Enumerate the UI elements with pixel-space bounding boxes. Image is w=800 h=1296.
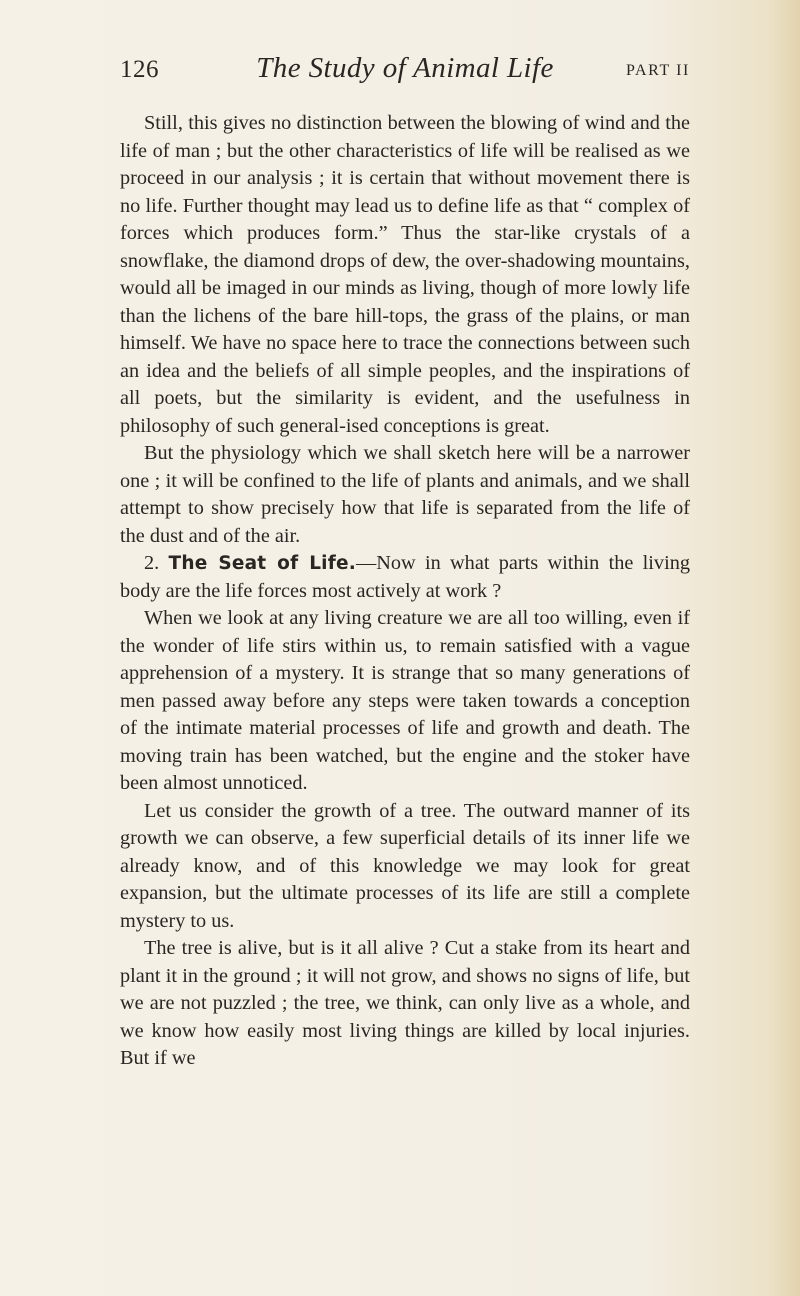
paragraph	[120, 935, 690, 1073]
running-header	[120, 52, 690, 92]
paragraph	[120, 110, 690, 440]
section-heading: The Seat of Life.	[168, 553, 356, 574]
page-number: 126	[120, 56, 159, 83]
paragraph	[120, 550, 690, 605]
paragraph	[120, 605, 690, 798]
body-text	[120, 110, 690, 1073]
paragraph-text: But the physiology which we shall sketch here will be a narrower one ; it will be confined to the life of plants and animals, and we shall attempt to show precisely how that life is separated from the life of the dust and of the air.	[120, 442, 690, 547]
part-label: PART II	[625, 62, 690, 79]
paragraph-text: Still, this gives no distinction between the blowing of wind and the life of man ; but the other characteristics of life will be realised as we proceed in our analysis ; it is certain that without movement there is no life. Further thought may lead us to define life as that “ complex of forces which produces form.” Thus the star-like crystals of a snowflake, the diamond drops of dew, the over-shadowing mountains, would all be imaged in our minds as living, though of more lowly life than the lichens of the bare hill-tops, the grass of the plains, or man himself. We have no space here to trace the connections between such an idea and the beliefs of all simple peoples, and the inspirations of all poets, but the similarity is evident, and the usefulness in philosophy of such general-ised conceptions is great.	[120, 112, 690, 437]
section-number: 2.	[144, 552, 160, 574]
paragraph-text: The tree is alive, but is it all alive ? Cut a stake from its heart and plant it in the ground ; it will not grow, and shows no signs of life, but we are not puzzled ; the tree, we think, can only live as a whole, and we know how easily most living things are killed by local injuries. But if we	[120, 937, 690, 1069]
paragraph-text: When we look at any living creature we are all too willing, even if the wonder of life stirs within us, to remain satisfied with a vague apprehension of a mystery. It is strange that so many generations of men passed away before any steps were taken towards a conception of the intimate material processes of life and growth and death. The moving train has been watched, but the engine and the stoker have been almost unnoticed.	[120, 607, 690, 794]
paragraph	[120, 798, 690, 936]
paragraph	[120, 440, 690, 550]
paragraph-text: Let us consider the growth of a tree. The outward manner of its growth we can observe, a few superficial details of its inner life we already know, and of this knowledge we may look for great expansion, but the ultimate processes of its life are still a complete mystery to us.	[120, 799, 690, 932]
running-title: The Study of Animal Life	[256, 52, 554, 84]
paragraph-text: —Now in what parts within the living body are the life forces most actively at work ?	[120, 552, 690, 602]
